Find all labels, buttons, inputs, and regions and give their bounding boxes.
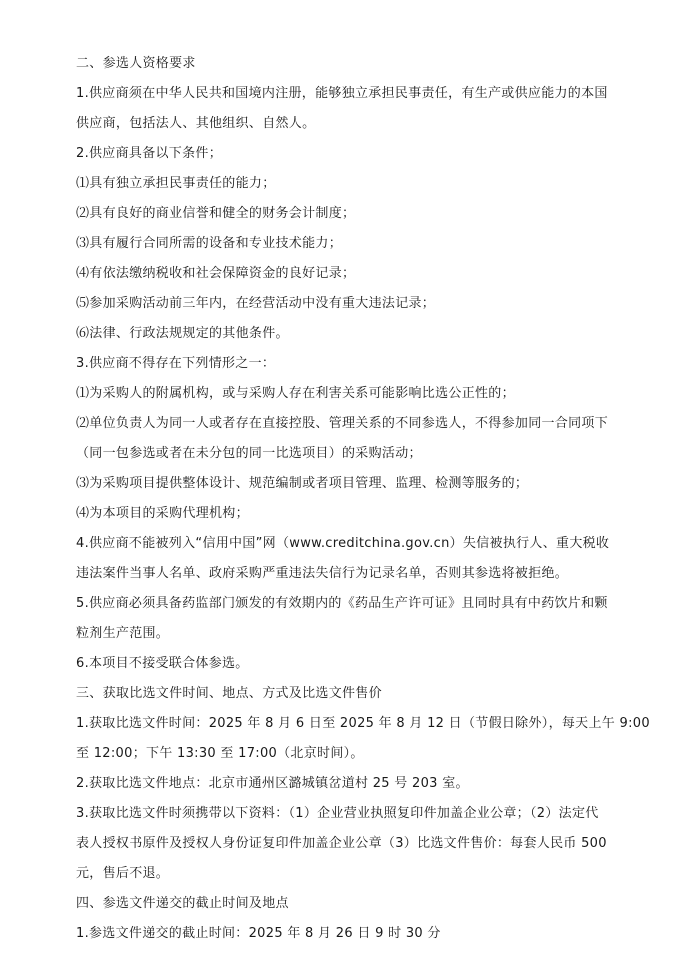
text-line: 1.参选文件递交的截止时间：2025 年 8 月 26 日 9 时 30 分 xyxy=(76,926,441,941)
text-line: 粒剂生产范围。 xyxy=(76,626,170,641)
text-line: ⑸参加采购活动前三年内，在经营活动中没有重大违法记录； xyxy=(76,296,436,311)
text-line: 至 12:00；下午 13:30 至 17:00（北京时间）。 xyxy=(76,746,364,761)
text-line: ⑵单位负责人为同一人或者存在直接控股、管理关系的不同参选人，不得参加同一合同项下 xyxy=(76,416,609,431)
text-line: 二、参选人资格要求 xyxy=(76,56,196,71)
text-line: 2.获取比选文件地点：北京市通州区潞城镇岔道村 25 号 203 室。 xyxy=(76,776,469,791)
text-line: ⑴具有独立承担民事责任的能力； xyxy=(76,176,276,191)
text-line: （同一包参选或者在未分包的同一比选项目）的采购活动； xyxy=(76,446,422,461)
text-line: ⑷有依法缴纳税收和社会保障资金的良好记录； xyxy=(76,266,356,281)
text-line: ⑴为采购人的附属机构，或与采购人存在利害关系可能影响比选公正性的； xyxy=(76,386,515,401)
text-line: 6.本项目不接受联合体参选。 xyxy=(76,656,249,671)
text-line: 4.供应商不能被列入“信用中国”网（www.creditchina.gov.cn）失信被执行人、重大税收 xyxy=(76,536,610,551)
text-line: ⑶具有履行合同所需的设备和专业技术能力； xyxy=(76,236,343,251)
text-line: 1.供应商须在中华人民共和国境内注册，能够独立承担民事责任，有生产或供应能力的本国 xyxy=(76,86,608,101)
text-line: 三、获取比选文件时间、地点、方式及比选文件售价 xyxy=(76,686,382,701)
text-line: 供应商，包括法人、其他组织、自然人。 xyxy=(76,116,316,131)
text-line: 违法案件当事人名单、政府采购严重违法失信行为记录名单，否则其参选将被拒绝。 xyxy=(76,566,569,581)
text-line: ⑵具有良好的商业信誉和健全的财务会计制度； xyxy=(76,206,356,221)
text-line: 1.获取比选文件时间：2025 年 8 月 6 日至 2025 年 8 月 12 日（节假日除外），每天上午 9:00 xyxy=(76,716,650,731)
text-line: 3.供应商不得存在下列情形之一： xyxy=(76,356,276,371)
text-line: 5.供应商必须具备药监部门颁发的有效期内的《药品生产许可证》且同时具有中药饮片和颗 xyxy=(76,596,608,611)
text-line: 元，售后不退。 xyxy=(76,866,170,881)
text-line: ⑹法律、行政法规规定的其他条件。 xyxy=(76,326,289,341)
text-line: 2.供应商具备以下条件； xyxy=(76,146,223,161)
text-line: 四、参选文件递交的截止时间及地点 xyxy=(76,896,289,911)
text-line: ⑷为本项目的采购代理机构； xyxy=(76,506,249,521)
text-line: 表人授权书原件及授权人身份证复印件加盖企业公章（3）比选文件售价：每套人民币 500 xyxy=(76,836,607,851)
text-line: 3.获取比选文件时须携带以下资料：（1）企业营业执照复印件加盖企业公章；（2）法定代 xyxy=(76,806,599,821)
text-line: ⑶为采购项目提供整体设计、规范编制或者项目管理、监理、检测等服务的； xyxy=(76,476,529,491)
